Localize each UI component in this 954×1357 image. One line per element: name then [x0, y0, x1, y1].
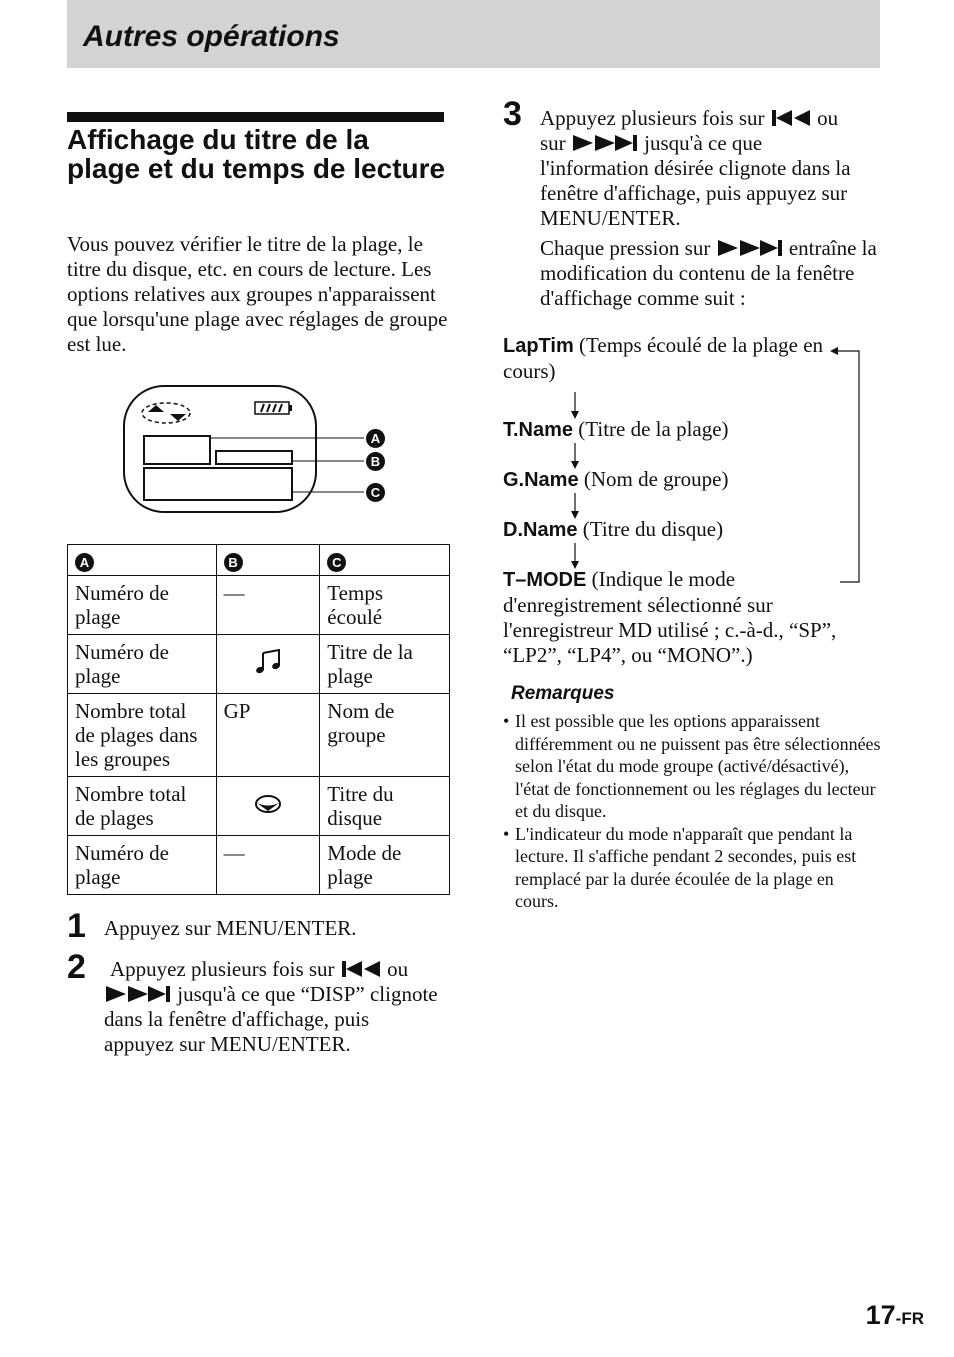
battery-icon: [255, 402, 292, 414]
cell-c: Titre de la plage: [320, 635, 450, 694]
cycle-item-gname: G.Name (Nom de groupe): [503, 467, 729, 491]
header-a: A: [68, 545, 217, 576]
cell-b: [216, 635, 320, 694]
cell-c: Titre du disque: [320, 777, 450, 836]
display-table: [67, 544, 450, 895]
header-c: C: [320, 545, 450, 576]
cell-a: Numéro de plage: [68, 836, 217, 895]
page-number: 17-FR: [865, 1300, 924, 1330]
diagram-label-c: C: [366, 483, 385, 502]
cell-b: —: [216, 836, 320, 895]
next-track-icon: [571, 134, 639, 152]
previous-track-icon: [340, 960, 382, 978]
cell-b: GP: [216, 694, 320, 777]
chapter-title: Autres opérations: [83, 20, 340, 53]
previous-track-icon: [770, 109, 812, 127]
section-title: Affichage du titre de la plage et du temps de lecture: [67, 124, 446, 184]
cycle-item-tname: T.Name (Titre de la plage): [503, 417, 729, 441]
display-diagram: [118, 384, 392, 516]
cell-c: Mode de plage: [320, 836, 450, 895]
step-3-text: Appuyez plusieurs fois sur ou sur jusqu'à ce que l'information désirée clignote dans la fenêtre d'affichage, puis appuyez sur MENU/ENTER.: [540, 106, 851, 230]
disc-icon: [253, 793, 283, 815]
cell-b: —: [216, 576, 320, 635]
cell-a: Numéro de plage: [68, 635, 217, 694]
step-2-text: Appuyez plusieurs fois sur ou jusqu'à ce que “DISP” clignote dans la fenêtre d'affichage, puis appuyez sur MENU/ENTER.: [104, 957, 438, 1056]
music-note-icon: [253, 649, 283, 675]
cell-b: [216, 777, 320, 836]
notes-list: [503, 710, 881, 913]
next-track-icon: [716, 239, 784, 257]
step-1-text: Appuyez sur MENU/ENTER.: [104, 916, 357, 940]
cycle-item-tmode: T–MODE (Indique le mode d'enregistrement sélectionné sur l'enregistreur MD utilisé ; c.-à-d., “SP”, “LP2”, “LP4”, ou “MONO”.): [503, 567, 837, 667]
header-bar: [67, 0, 880, 68]
diagram-label-a: A: [366, 429, 385, 448]
section-rule: [67, 112, 444, 122]
step-3-detail: Chaque pression sur entraîne la modification du contenu de la fenêtre d'affichage comme suit :: [540, 236, 877, 310]
table-row: [68, 635, 450, 694]
table-row: [68, 777, 450, 836]
note-item: • Il est possible que les options apparaissent différemment ou ne puissent pas être sélectionnées selon l'état du mode groupe (activé/désactivé), l'état de fonctionnement ou les réglages du lecteur et du disque.: [503, 710, 881, 823]
next-track-icon: [104, 985, 172, 1003]
step-1-number: 1: [67, 907, 86, 945]
step-2-number: 2: [67, 948, 86, 986]
cell-c: Temps écoulé: [320, 576, 450, 635]
diagram-label-b: B: [366, 452, 385, 471]
note-item: • L'indicateur du mode n'apparaît que pendant la lecture. Il s'affiche pendant 2 secondes, puis est remplacé par la durée écoulée de la plage en cours.: [503, 823, 881, 913]
step-3-number: 3: [503, 95, 522, 133]
group-arrows-icon: [142, 403, 190, 423]
cell-a: Nombre total de plages dans les groupes: [68, 694, 217, 777]
cell-a: Nombre total de plages: [68, 777, 217, 836]
header-b: B: [216, 545, 320, 576]
table-header-row: [68, 545, 450, 576]
table-row: [68, 694, 450, 777]
cell-c: Nom de groupe: [320, 694, 450, 777]
cell-a: Numéro de plage: [68, 576, 217, 635]
cycle-arrows: [560, 340, 870, 590]
notes-title: Remarques: [511, 683, 615, 704]
intro-paragraph: Vous pouvez vérifier le titre de la plage, le titre du disque, etc. en cours de lecture. Les options relatives aux groupes n'apparaissent que lorsqu'une plage avec réglages de groupe est lue.: [67, 232, 448, 356]
cycle-item-dname: D.Name (Titre du disque): [503, 517, 724, 541]
cycle-item-laptim: LapTim (Temps écoulé de la plage en cours): [503, 333, 824, 383]
table-row: [68, 836, 450, 895]
table-row: [68, 576, 450, 635]
